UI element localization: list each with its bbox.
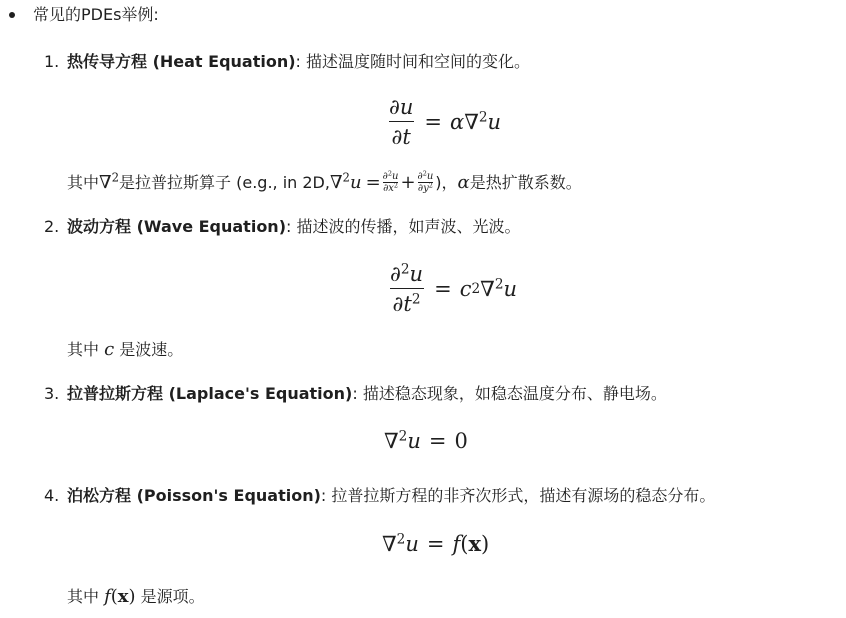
list-item-poisson-equation (67, 485, 715, 507)
wave-equation-formula: $\frac{\partial^2u}{\partial t^2}$ = c 2 ∇$^2$ u (387, 262, 517, 316)
item-title: 泊松方程 (Poisson's Equation) (67, 486, 321, 505)
laplacian-symbol: ∇$^2$ (99, 170, 120, 193)
list-item-heat-equation (67, 51, 530, 73)
list-number-2: 2. (44, 217, 60, 236)
note-suffix: 是波速。 (114, 340, 184, 359)
item-title: 拉普拉斯方程 (Laplace's Equation) (67, 384, 353, 403)
note-prefix: 其中 (67, 587, 105, 606)
item-description: : 描述温度随时间和空间的变化。 (295, 52, 531, 71)
item-title: 波动方程 (Wave Equation) (67, 217, 287, 236)
laplacian-2d-formula: ∇$^2$u = (329, 170, 381, 193)
poisson-equation-note (67, 586, 205, 608)
bullet-dot (9, 12, 15, 18)
note-suffix: 是热扩散系数。 (469, 172, 582, 192)
fraction-du-dt: $\frac{\partial u}{\partial t}$ (389, 95, 414, 149)
source-term-symbol: f(x) (104, 586, 136, 607)
section-heading: 常见的PDEs举例: (33, 5, 159, 24)
heat-equation-formula: $\frac{\partial u}{\partial t}$ = α ∇$^2$ u (386, 95, 501, 149)
fraction-d2u-dy2: $\frac{\partial^2u}{\partial y^2}$ (417, 169, 434, 194)
alpha-symbol: α (457, 171, 470, 193)
item-title: 热传导方程 (Heat Equation) (67, 52, 296, 71)
item-description: : 拉普拉斯方程的非齐次形式，描述有源场的稳态分布。 (320, 486, 716, 505)
item-description: : 描述波的传播，如声波、光波。 (286, 217, 521, 236)
note-prefix: 其中 (67, 172, 100, 192)
list-number-1: 1. (44, 52, 60, 71)
wave-equation-note (67, 339, 183, 361)
laplace-equation-formula: ∇$^2$ u = 0 (384, 428, 468, 453)
list-item-wave-equation (67, 216, 521, 238)
list-number-4: 4. (44, 486, 60, 505)
list-item-laplace-equation (67, 383, 667, 405)
note-prefix: 其中 (67, 340, 105, 359)
note-suffix: 是源项。 (135, 587, 205, 606)
note-middle-2: )， (435, 172, 458, 192)
fraction-d2u-dt2: $\frac{\partial^2u}{\partial t^2}$ (390, 261, 424, 316)
fraction-d2u-dx2: $\frac{\partial^2u}{\partial x^2}$ (382, 169, 399, 194)
heat-equation-note: 其中 ∇$^2$ 是拉普拉斯算子 (e.g., in 2D, ∇$^2$u = $\frac{\partial^2u}{\partial x^2}$ + $\frac{\partial^2u}{\partial y^2}$ )， α 是热扩散系数。 (67, 169, 582, 194)
c-symbol: c (104, 339, 115, 360)
list-number-3: 3. (44, 384, 60, 403)
item-description: : 描述稳态现象，如稳态温度分布、静电场。 (352, 384, 667, 403)
note-middle: 是拉普拉斯算子 (e.g., in 2D, (119, 172, 330, 192)
poisson-equation-formula: ∇$^2$ u = f ( x ) (382, 531, 490, 556)
